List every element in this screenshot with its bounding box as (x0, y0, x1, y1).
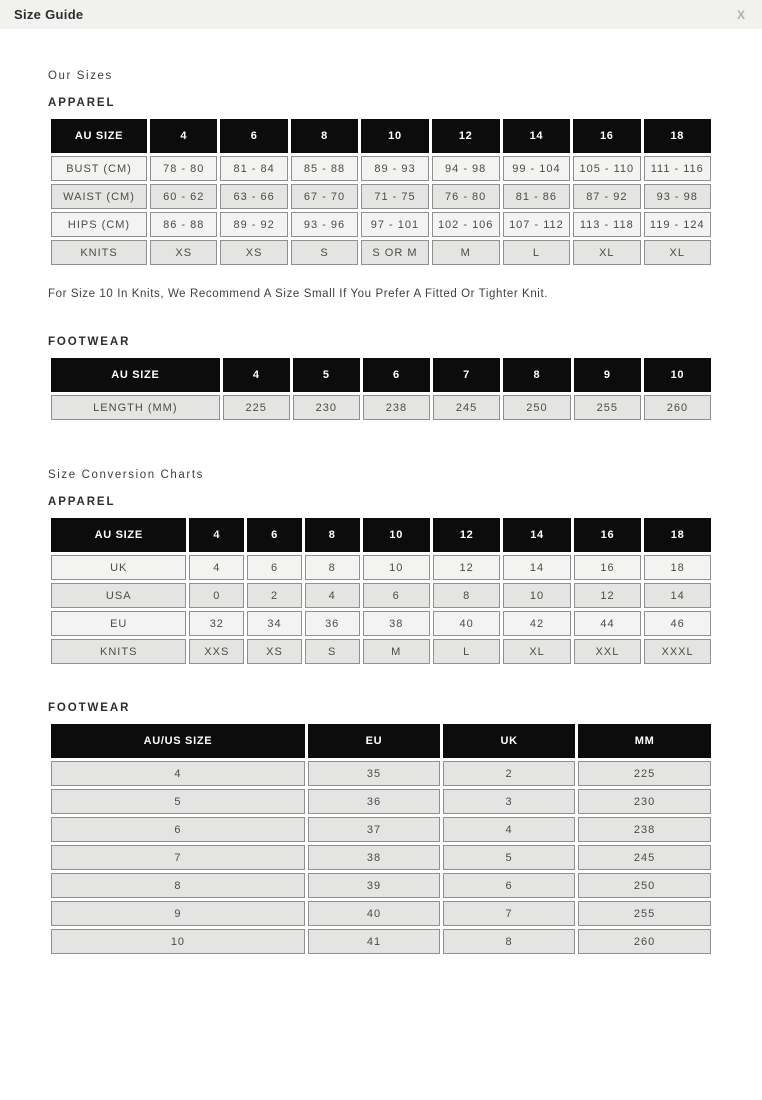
table-cell: 230 (293, 395, 360, 420)
table-cell: 71 - 75 (361, 184, 428, 209)
table-cell: S (291, 240, 358, 265)
row-label: LENGTH (MM) (51, 395, 220, 420)
conversion-apparel-label: APPAREL (48, 496, 116, 508)
column-header: 10 (361, 119, 428, 153)
table-cell: 6 (51, 817, 305, 842)
column-header: 6 (220, 119, 287, 153)
table-row (51, 929, 711, 954)
table-cell: 8 (433, 583, 500, 608)
table-cell: XS (247, 639, 302, 664)
table-cell: 3 (443, 789, 575, 814)
table-cell: 230 (578, 789, 711, 814)
table-row-uk (51, 555, 711, 580)
table-cell: 8 (443, 929, 575, 954)
table-cell: 102 - 106 (432, 212, 500, 237)
column-header: MM (578, 724, 711, 758)
table-cell: 8 (51, 873, 305, 898)
table-cell: 4 (189, 555, 244, 580)
table-row-knits (51, 639, 711, 664)
table-row-usa (51, 583, 711, 608)
table-cell: 78 - 80 (150, 156, 217, 181)
conversion-heading: Size Conversion Charts (48, 469, 205, 481)
table-cell: 260 (578, 929, 711, 954)
table-cell: L (433, 639, 500, 664)
our-sizes-apparel-table (48, 116, 714, 268)
table-cell: XS (150, 240, 217, 265)
table-cell: 6 (363, 583, 430, 608)
table-cell: 8 (305, 555, 360, 580)
table-cell: 36 (308, 789, 440, 814)
table-cell: 35 (308, 761, 440, 786)
row-label: USA (51, 583, 186, 608)
table-cell: XL (644, 240, 711, 265)
column-header: 18 (644, 518, 711, 552)
table-header-row (51, 518, 711, 552)
table-cell: 6 (247, 555, 302, 580)
column-header: 10 (363, 518, 430, 552)
table-cell: 0 (189, 583, 244, 608)
our-sizes-footwear-table (48, 355, 714, 423)
table-cell: 46 (644, 611, 711, 636)
column-header: 8 (305, 518, 360, 552)
table-cell: 105 - 110 (573, 156, 640, 181)
table-cell: 4 (305, 583, 360, 608)
table-cell: 250 (578, 873, 711, 898)
column-header: EU (308, 724, 440, 758)
table-cell: 40 (308, 901, 440, 926)
table-cell: 81 - 86 (503, 184, 570, 209)
table-cell: 18 (644, 555, 711, 580)
table-row (51, 901, 711, 926)
table-cell: 5 (51, 789, 305, 814)
table-cell: 245 (433, 395, 500, 420)
size-guide-content (0, 70, 762, 1017)
table-cell: 16 (574, 555, 641, 580)
column-header: 6 (247, 518, 302, 552)
table-row (51, 789, 711, 814)
column-header: 10 (644, 358, 711, 392)
column-header: 16 (573, 119, 640, 153)
row-label: KNITS (51, 639, 186, 664)
our-sizes-apparel-label: APPAREL (48, 97, 116, 109)
row-label: WAIST (CM) (51, 184, 147, 209)
column-header: 4 (150, 119, 217, 153)
table-cell: 14 (644, 583, 711, 608)
knits-note: For Size 10 In Knits, We Recommend A Size Small If You Prefer A Fitted Or Tighter Knit. (48, 288, 549, 300)
table-row (51, 817, 711, 842)
table-cell: 225 (578, 761, 711, 786)
table-cell: 12 (433, 555, 500, 580)
table-cell: XXXL (644, 639, 711, 664)
table-cell: 36 (305, 611, 360, 636)
table-cell: 250 (503, 395, 571, 420)
table-row (51, 761, 711, 786)
table-cell: S (305, 639, 360, 664)
table-cell: 111 - 116 (644, 156, 711, 181)
table-cell: XXS (189, 639, 244, 664)
conversion-footwear-table (48, 721, 714, 957)
table-row (51, 873, 711, 898)
table-cell: 94 - 98 (432, 156, 500, 181)
table-cell: 41 (308, 929, 440, 954)
table-cell: 39 (308, 873, 440, 898)
column-header: 14 (503, 518, 570, 552)
table-cell: 93 - 98 (644, 184, 711, 209)
table-cell: 34 (247, 611, 302, 636)
table-cell: 93 - 96 (291, 212, 358, 237)
table-cell: 12 (574, 583, 641, 608)
column-header: 4 (223, 358, 290, 392)
close-icon[interactable]: X (736, 7, 745, 22)
column-header: AU SIZE (51, 518, 186, 552)
column-header: 8 (291, 119, 358, 153)
table-cell: 44 (574, 611, 641, 636)
table-cell: 37 (308, 817, 440, 842)
column-header: UK (443, 724, 575, 758)
table-cell: 87 - 92 (573, 184, 640, 209)
titlebar (0, 0, 762, 29)
table-row-length (51, 395, 711, 420)
column-header: 16 (574, 518, 641, 552)
table-cell: 7 (51, 845, 305, 870)
table-row (51, 845, 711, 870)
our-sizes-heading: Our Sizes (48, 70, 113, 82)
table-cell: 32 (189, 611, 244, 636)
table-header-row (51, 724, 711, 758)
table-header-row (51, 119, 711, 153)
table-cell: 238 (363, 395, 430, 420)
table-cell: 4 (443, 817, 575, 842)
column-header: 12 (432, 119, 500, 153)
table-cell: 38 (308, 845, 440, 870)
column-header: 6 (363, 358, 430, 392)
table-cell: 60 - 62 (150, 184, 217, 209)
conversion-footwear-label: FOOTWEAR (48, 702, 131, 714)
table-cell: 42 (503, 611, 570, 636)
column-header: 14 (503, 119, 570, 153)
row-label: HIPS (CM) (51, 212, 147, 237)
table-cell: 67 - 70 (291, 184, 358, 209)
table-cell: 107 - 112 (503, 212, 570, 237)
table-cell: XS (220, 240, 287, 265)
table-cell: 63 - 66 (220, 184, 287, 209)
table-cell: XXL (574, 639, 641, 664)
table-cell: 85 - 88 (291, 156, 358, 181)
table-cell: 6 (443, 873, 575, 898)
table-cell: 89 - 93 (361, 156, 428, 181)
table-cell: M (432, 240, 500, 265)
table-cell: XL (503, 639, 570, 664)
column-header: AU SIZE (51, 119, 147, 153)
table-cell: 260 (644, 395, 711, 420)
table-cell: 113 - 118 (573, 212, 640, 237)
table-cell: 4 (51, 761, 305, 786)
table-cell: 86 - 88 (150, 212, 217, 237)
table-cell: 81 - 84 (220, 156, 287, 181)
table-cell: 9 (51, 901, 305, 926)
table-cell: L (503, 240, 570, 265)
our-sizes-footwear-label: FOOTWEAR (48, 336, 131, 348)
row-label: KNITS (51, 240, 147, 265)
column-header: 4 (189, 518, 244, 552)
table-header-row (51, 358, 711, 392)
column-header: 5 (293, 358, 360, 392)
table-cell: 255 (574, 395, 641, 420)
table-cell: 7 (443, 901, 575, 926)
table-row-hips (51, 212, 711, 237)
table-cell: 97 - 101 (361, 212, 428, 237)
table-cell: 14 (503, 555, 570, 580)
row-label: BUST (CM) (51, 156, 147, 181)
table-cell: XL (573, 240, 640, 265)
table-cell: 38 (363, 611, 430, 636)
table-cell: 2 (247, 583, 302, 608)
column-header: AU/US SIZE (51, 724, 305, 758)
row-label: EU (51, 611, 186, 636)
column-header: 9 (574, 358, 641, 392)
table-cell: 119 - 124 (644, 212, 711, 237)
column-header: 7 (433, 358, 500, 392)
table-row-waist (51, 184, 711, 209)
table-cell: 10 (51, 929, 305, 954)
table-cell: 238 (578, 817, 711, 842)
table-cell: 5 (443, 845, 575, 870)
table-cell: 99 - 104 (503, 156, 570, 181)
table-row-eu (51, 611, 711, 636)
table-cell: 89 - 92 (220, 212, 287, 237)
column-header: 8 (503, 358, 571, 392)
table-cell: 10 (503, 583, 570, 608)
table-row-knits (51, 240, 711, 265)
column-header: 12 (433, 518, 500, 552)
table-cell: 10 (363, 555, 430, 580)
column-header: AU SIZE (51, 358, 220, 392)
column-header: 18 (644, 119, 711, 153)
page-title: Size Guide (14, 7, 84, 22)
row-label: UK (51, 555, 186, 580)
conversion-apparel-table (48, 515, 714, 667)
table-row-bust (51, 156, 711, 181)
table-cell: S OR M (361, 240, 428, 265)
table-cell: 255 (578, 901, 711, 926)
table-cell: 2 (443, 761, 575, 786)
table-cell: 245 (578, 845, 711, 870)
table-cell: 40 (433, 611, 500, 636)
table-cell: 225 (223, 395, 290, 420)
table-cell: 76 - 80 (432, 184, 500, 209)
table-cell: M (363, 639, 430, 664)
